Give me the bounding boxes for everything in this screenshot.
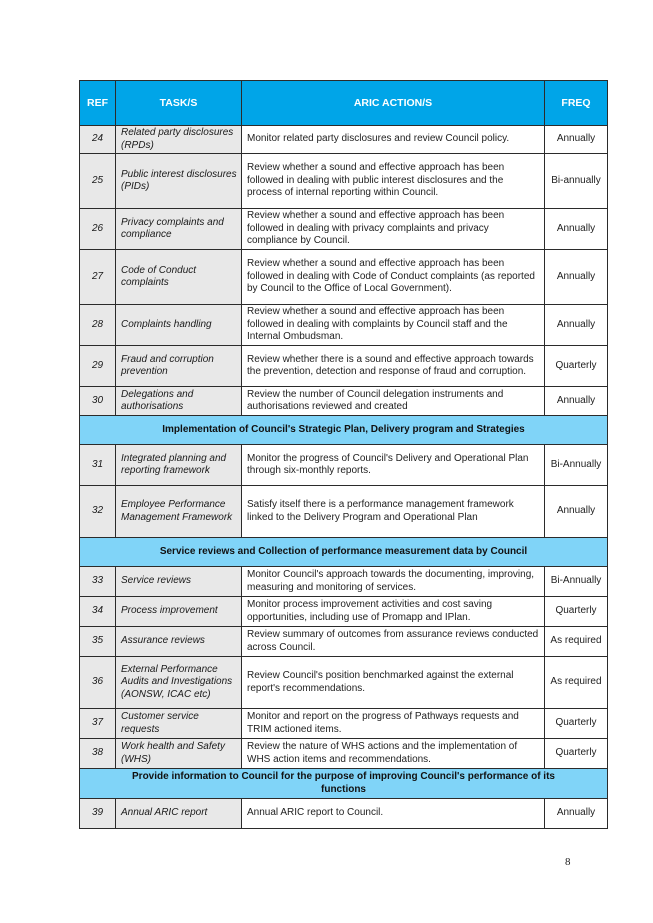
row-action: Review summary of outcomes from assurance reviews conducted across Council. [242, 627, 545, 657]
row-freq: Quarterly [545, 709, 608, 739]
row-action: Review whether there is a sound and effective approach towards the prevention, detection and response of fraud and corruption. [242, 346, 545, 387]
row-task: Work health and Safety (WHS) [116, 739, 242, 769]
row-task: Code of Conduct complaints [116, 250, 242, 305]
table-row [80, 445, 608, 486]
aric-actions-table [79, 80, 608, 829]
row-action: Review whether a sound and effective approach has been followed in dealing with complaints by Council staff and the Internal Ombudsman. [242, 305, 545, 346]
row-task: Related party disclosures (RPDs) [116, 126, 242, 154]
row-action: Monitor Council's approach towards the documenting, improving, measuring and monitoring of services. [242, 567, 545, 597]
row-action: Review the number of Council delegation instruments and authorisations reviewed and created [242, 387, 545, 416]
row-task: External Performance Audits and Investigations (AONSW, ICAC etc) [116, 657, 242, 709]
row-freq: Annually [545, 486, 608, 538]
row-ref: 31 [80, 445, 116, 486]
row-action: Review whether a sound and effective approach has been followed in dealing with Code of Conduct complaints (as reported by Council to the Office of Local Government). [242, 250, 545, 305]
row-action: Monitor and report on the progress of Pathways requests and TRIM actioned items. [242, 709, 545, 739]
row-task: Service reviews [116, 567, 242, 597]
row-action: Review the nature of WHS actions and the implementation of WHS action items and recommendations. [242, 739, 545, 769]
row-ref: 32 [80, 486, 116, 538]
row-task: Delegations and authorisations [116, 387, 242, 416]
section-title: Provide information to Council for the purpose of improving Council's performance of its functions [80, 769, 608, 799]
table-row [80, 567, 608, 597]
row-action: Monitor related party disclosures and review Council policy. [242, 126, 545, 154]
row-ref: 36 [80, 657, 116, 709]
row-task: Complaints handling [116, 305, 242, 346]
row-ref: 25 [80, 154, 116, 209]
table-row [80, 346, 608, 387]
row-freq: As required [545, 627, 608, 657]
row-freq: Annually [545, 250, 608, 305]
row-action: Satisfy itself there is a performance management framework linked to the Delivery Program and Operational Plan [242, 486, 545, 538]
row-action: Annual ARIC report to Council. [242, 799, 545, 829]
row-action: Review whether a sound and effective approach has been followed in dealing with public interest disclosures and the process of internal reporting within Council. [242, 154, 545, 209]
table-row [80, 154, 608, 209]
row-freq: Quarterly [545, 346, 608, 387]
row-task: Assurance reviews [116, 627, 242, 657]
header-ref: REF [80, 81, 116, 126]
row-freq: Annually [545, 799, 608, 829]
table-row [80, 387, 608, 416]
table-row [80, 709, 608, 739]
row-task: Customer service requests [116, 709, 242, 739]
row-task: Annual ARIC report [116, 799, 242, 829]
row-task: Public interest disclosures (PIDs) [116, 154, 242, 209]
table-row [80, 597, 608, 627]
row-action: Monitor the progress of Council's Delivery and Operational Plan through six-monthly reports. [242, 445, 545, 486]
row-ref: 33 [80, 567, 116, 597]
row-ref: 26 [80, 209, 116, 250]
header-task: TASK/S [116, 81, 242, 126]
table-row [80, 799, 608, 829]
row-freq: As required [545, 657, 608, 709]
row-action: Monitor process improvement activities and cost saving opportunities, including use of Promapp and IPlan. [242, 597, 545, 627]
row-action: Review Council's position benchmarked against the external report's recommendations. [242, 657, 545, 709]
section-title: Service reviews and Collection of performance measurement data by Council [80, 538, 608, 567]
row-freq: Annually [545, 126, 608, 154]
row-task: Employee Performance Management Framework [116, 486, 242, 538]
row-ref: 37 [80, 709, 116, 739]
row-ref: 30 [80, 387, 116, 416]
row-freq: Annually [545, 387, 608, 416]
section-header-row [80, 538, 608, 567]
row-task: Privacy complaints and compliance [116, 209, 242, 250]
row-freq: Bi-Annually [545, 567, 608, 597]
header-action: ARIC ACTION/S [242, 81, 545, 126]
row-task: Integrated planning and reporting framework [116, 445, 242, 486]
row-freq: Bi-annually [545, 154, 608, 209]
section-title: Implementation of Council's Strategic Plan, Delivery program and Strategies [80, 416, 608, 445]
row-freq: Quarterly [545, 597, 608, 627]
table-row [80, 627, 608, 657]
table-row [80, 250, 608, 305]
row-freq: Bi-Annually [545, 445, 608, 486]
row-ref: 28 [80, 305, 116, 346]
row-freq: Quarterly [545, 739, 608, 769]
row-ref: 27 [80, 250, 116, 305]
row-task: Fraud and corruption prevention [116, 346, 242, 387]
table-row [80, 739, 608, 769]
table-row [80, 305, 608, 346]
table-row [80, 126, 608, 154]
row-ref: 38 [80, 739, 116, 769]
table-header-row [80, 81, 608, 126]
header-freq: FREQ [545, 81, 608, 126]
row-ref: 35 [80, 627, 116, 657]
table-row [80, 657, 608, 709]
row-freq: Annually [545, 305, 608, 346]
page-number: 8 [565, 856, 571, 868]
row-ref: 34 [80, 597, 116, 627]
section-header-row [80, 416, 608, 445]
row-task: Process improvement [116, 597, 242, 627]
row-ref: 29 [80, 346, 116, 387]
table-row [80, 486, 608, 538]
row-ref: 24 [80, 126, 116, 154]
row-ref: 39 [80, 799, 116, 829]
section-header-row [80, 769, 608, 799]
table-row [80, 209, 608, 250]
row-freq: Annually [545, 209, 608, 250]
row-action: Review whether a sound and effective approach has been followed in dealing with privacy complaints and privacy compliance by Council. [242, 209, 545, 250]
